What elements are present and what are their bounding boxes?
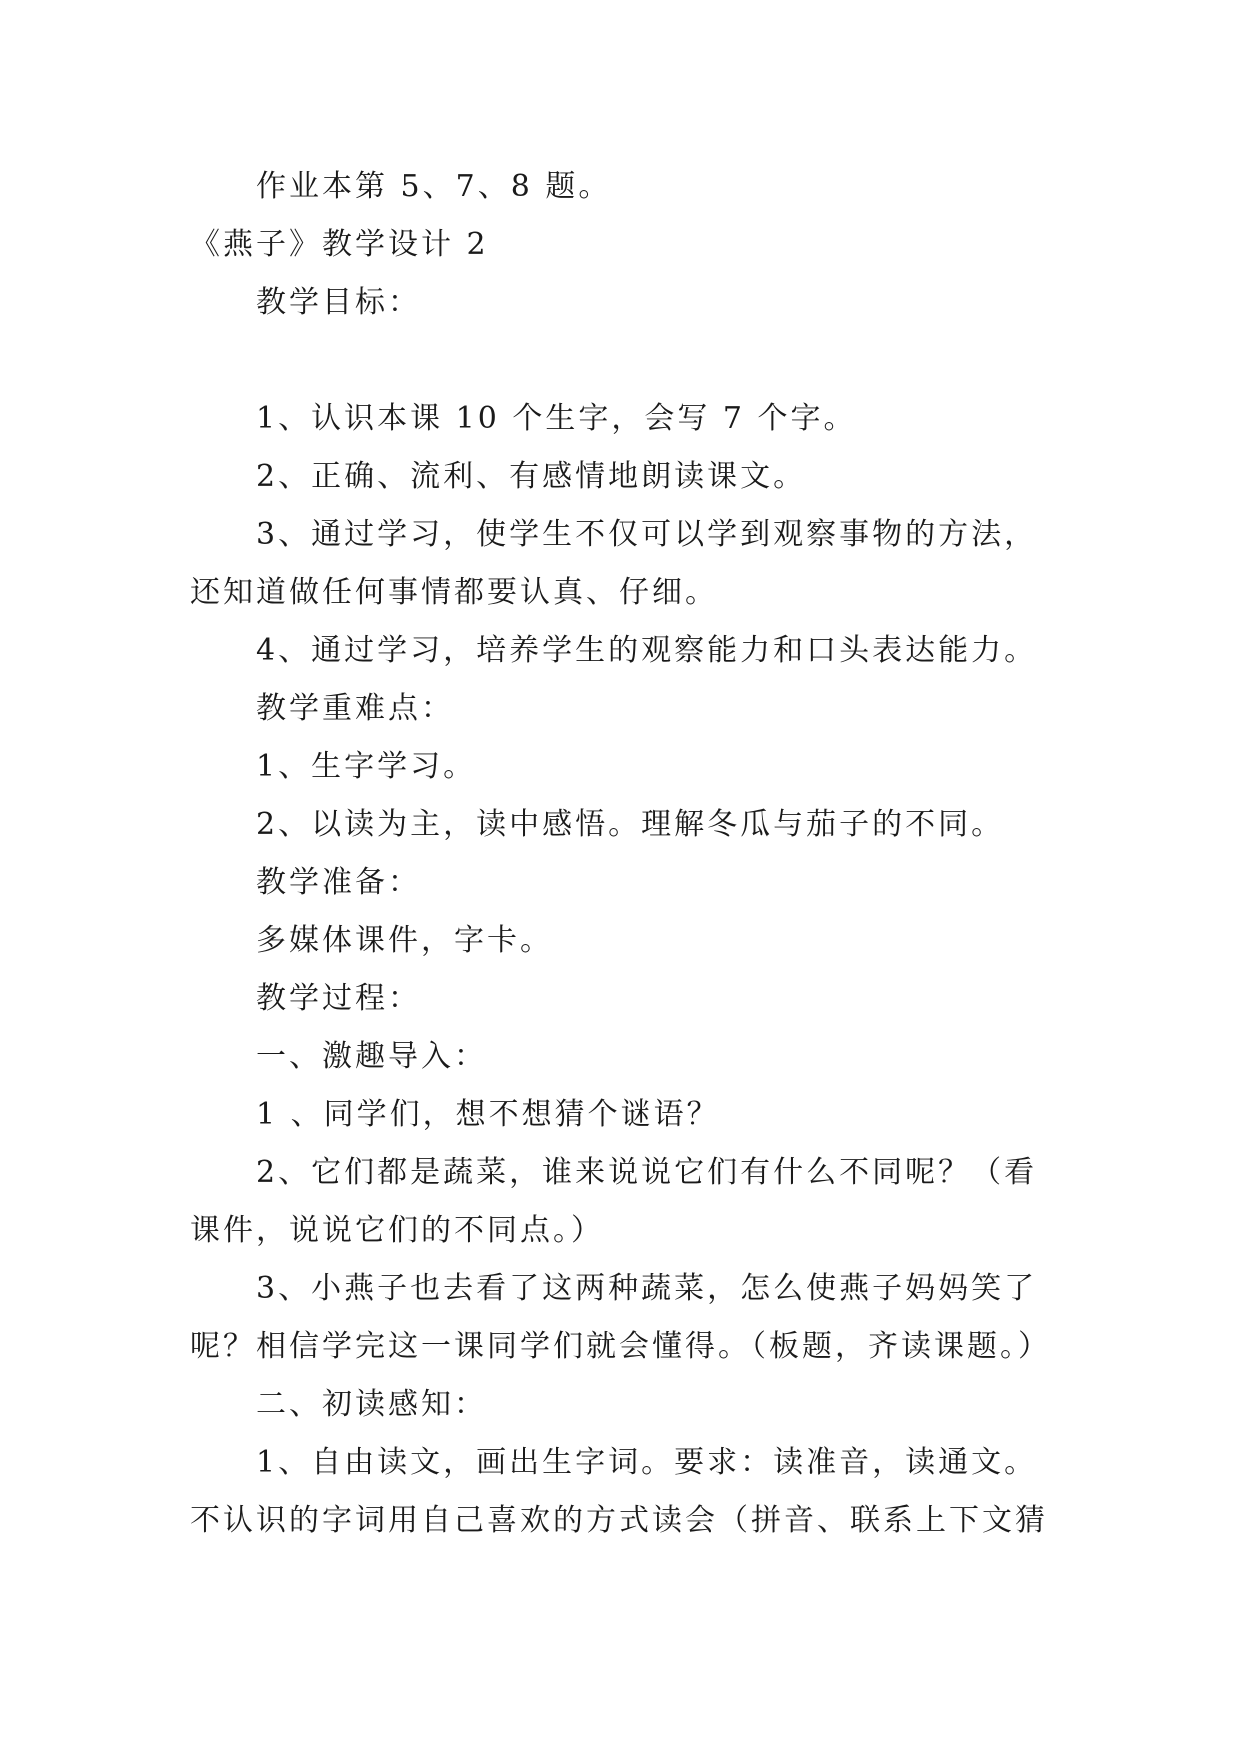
homework-line: 作业本第 5、7、8 题。 [256,169,612,204]
goal-item-3-line-2: 还知道做任何事情都要认真、仔细。 [190,575,718,610]
document-body [190,158,1060,1550]
key-point-2: 2、以读为主，读中感悟。理解冬瓜与茄子的不同。 [256,807,1005,842]
heading-preparation: 教学准备： [256,865,421,900]
section-title: 《燕子》教学设计 2 [190,227,489,262]
goal-item-4: 4、通过学习，培养学生的观察能力和口头表达能力。 [256,633,1038,668]
goal-item-2: 2、正确、流利、有感情地朗读课文。 [256,459,807,494]
process-step-1-item-2-line-1: 2、它们都是蔬菜，谁来说说它们有什么不同呢？（看 [256,1155,1038,1190]
preparation-text: 多媒体课件，字卡。 [256,923,553,958]
heading-process: 教学过程： [256,981,421,1016]
blank-line [190,332,1060,390]
process-step-1-item-3-line-2: 呢？相信学完这一课同学们就会懂得。（板题，齐读课题。） [190,1329,1051,1364]
process-step-2-heading: 二、初读感知： [256,1387,487,1422]
heading-teaching-goals: 教学目标： [256,285,421,320]
process-step-1-heading: 一、激趣导入： [256,1039,487,1074]
goal-item-3-line-1: 3、通过学习，使学生不仅可以学到观察事物的方法， [256,517,1038,552]
process-step-1-item-2-line-2: 课件，说说它们的不同点。） [190,1213,604,1248]
key-point-1: 1、生字学习。 [256,749,477,784]
process-step-2-item-1-line-1: 1、自由读文，画出生字词。要求：读准音，读通文。 [256,1445,1038,1480]
heading-key-points: 教学重难点： [256,691,454,726]
process-step-2-item-1-line-2: 不认识的字词用自己喜欢的方式读会（拼音、联系上下文猜 [190,1503,1048,1538]
process-step-1-item-1: 1 、同学们，想不想猜个谜语？ [256,1097,720,1132]
process-step-1-item-3-line-1: 3、小燕子也去看了这两种蔬菜，怎么使燕子妈妈笑了 [256,1271,1038,1306]
goal-item-1: 1、认识本课 10 个生字，会写 7 个字。 [256,401,857,436]
